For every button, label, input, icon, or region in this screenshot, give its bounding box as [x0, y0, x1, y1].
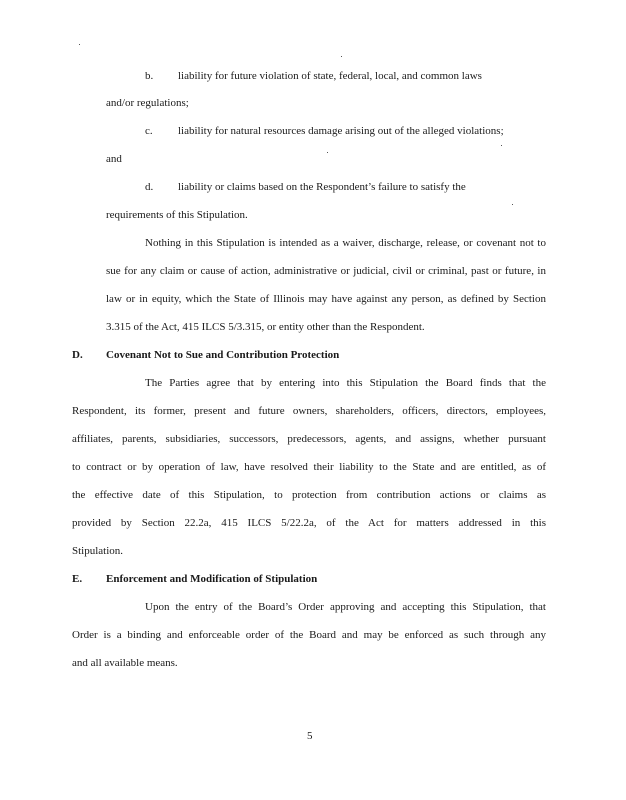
- nothing-paragraph-line: sue for any claim or cause of action, administrative or judicial, civil or criminal, past or future, in: [106, 265, 546, 277]
- section-d-line: to contract or by operation of law, have resolved their liability to the State and are entitled, as of: [72, 461, 546, 473]
- item-c-line2: and: [106, 153, 122, 165]
- section-e-line: Upon the entry of the Board’s Order approving and accepting this Stipulation, that: [145, 601, 546, 613]
- scan-speck: [501, 145, 502, 146]
- item-d-line1: liability or claims based on the Respondent’s failure to satisfy the: [178, 181, 466, 193]
- page-number: 5: [307, 730, 313, 742]
- scan-speck: [79, 44, 80, 45]
- section-d-line: provided by Section 22.2a, 415 ILCS 5/22.2a, of the Act for matters addressed in this: [72, 517, 546, 529]
- item-c-letter: c.: [145, 125, 153, 137]
- item-d-letter: d.: [145, 181, 154, 193]
- scan-speck: [512, 204, 513, 205]
- nothing-paragraph-line: Nothing in this Stipulation is intended as a waiver, discharge, release, or covenant not to: [145, 237, 546, 249]
- scan-speck: [341, 56, 342, 57]
- section-e-letter: E.: [72, 573, 83, 585]
- item-b-letter: b.: [145, 70, 154, 82]
- item-b-line1: liability for future violation of state, federal, local, and common laws: [178, 70, 482, 82]
- section-d-line: The Parties agree that by entering into this Stipulation the Board finds that the: [145, 377, 546, 389]
- scan-speck: [327, 152, 328, 153]
- nothing-paragraph-line: law or in equity, which the State of Illinois may have against any person, as defined by Section: [106, 293, 546, 305]
- section-e-line: Order is a binding and enforceable order of the Board and may be enforced as such through any: [72, 629, 546, 641]
- section-e-line: and all available means.: [72, 657, 178, 669]
- section-d-letter: D.: [72, 349, 83, 361]
- section-d-line: the effective date of this Stipulation, to protection from contribution actions or claims as: [72, 489, 546, 501]
- nothing-paragraph-line: 3.315 of the Act, 415 ILCS 5/3.315, or entity other than the Respondent.: [106, 321, 425, 333]
- section-d-line: Respondent, its former, present and future owners, shareholders, officers, directors, employees,: [72, 405, 546, 417]
- section-d-line: affiliates, parents, subsidiaries, successors, predecessors, agents, and assigns, whether pursuant: [72, 433, 546, 445]
- section-d-line: Stipulation.: [72, 545, 124, 557]
- item-c-line1: liability for natural resources damage arising out of the alleged violations;: [178, 125, 504, 137]
- section-d-heading: Covenant Not to Sue and Contribution Protection: [106, 349, 340, 361]
- item-d-line2: requirements of this Stipulation.: [106, 209, 248, 221]
- section-e-heading: Enforcement and Modification of Stipulation: [106, 573, 318, 585]
- item-b-line2: and/or regulations;: [106, 97, 189, 109]
